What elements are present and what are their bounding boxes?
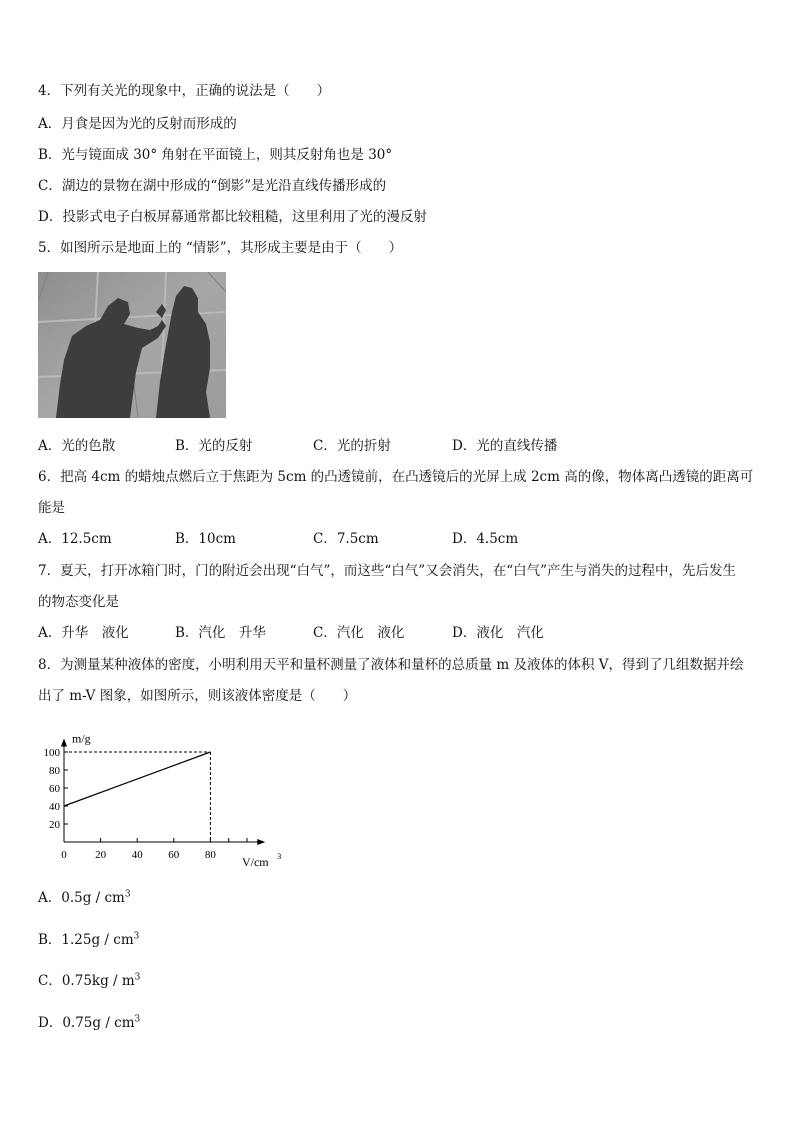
- q5-option-a: A．光的色散: [38, 438, 116, 454]
- q5-option-c: C．光的折射: [313, 438, 391, 454]
- q8-option-d-label: D．: [38, 1015, 63, 1031]
- x-axis-arrow: [257, 839, 265, 845]
- x-tick-label: 40: [131, 849, 143, 861]
- q7-option-d: D．液化 汽化: [452, 625, 544, 641]
- q8-option-a-label: A．: [38, 890, 62, 906]
- q7-stem-line1: 7．夏天，打开冰箱门时，门的附近会出现“白气”，而这些“白气”又会消失，在“白气”产生与消失的过程中，先后发生: [38, 563, 736, 579]
- y-axis-label: m/g: [72, 731, 91, 746]
- q8-stem-line2: 出了 m-V 图象，如图所示，则该液体密度是（ ）: [38, 688, 357, 704]
- q8-option-a-value: 0.5g / cm: [61, 890, 125, 906]
- q4-stem: 4．下列有关光的现象中，正确的说法是（ ）: [38, 83, 331, 99]
- series-line: [64, 752, 210, 806]
- q6-option-c: C．7.5cm: [313, 531, 379, 547]
- q8-option-c: [38, 972, 140, 990]
- q6-option-d: D．4.5cm: [452, 531, 519, 547]
- q8-option-b: [38, 931, 139, 949]
- q8-option-b-exp: 3: [133, 931, 140, 942]
- q8-option-c-value: 0.75kg / m: [61, 973, 135, 989]
- q6-stem-line1: 6．把高 4cm 的蜡烛点燃后立于焦距为 5cm 的凸透镜前，在凸透镜后的光屏上成 2cm 高的像，物体离凸透镜的距离可: [38, 469, 754, 485]
- q8-option-c-label: C．: [38, 973, 62, 989]
- q8-option-b-value: 1.25g / cm: [61, 932, 134, 948]
- x-tick-label: 0: [61, 849, 67, 861]
- y-tick-label: 20: [49, 819, 60, 831]
- q4-option-b: B．光与镜面成 30° 角射在平面镜上，则其反射角也是 30°: [38, 147, 393, 163]
- q5-option-b: B．光的反射: [175, 438, 253, 454]
- mv-graph: [36, 712, 306, 874]
- q4-option-d: D．投影式电子白板屏幕通常都比较粗糙，这里利用了光的漫反射: [38, 209, 427, 225]
- y-tick-label: 100: [43, 747, 60, 759]
- q8-option-d-value: 0.75g / cm: [62, 1015, 135, 1031]
- q4-option-c: C．湖边的景物在湖中形成的“倒影”是光沿直线传播形成的: [38, 178, 387, 194]
- q8-option-d-exp: 3: [134, 1014, 141, 1025]
- q6-stem-line2: 能是: [38, 500, 65, 516]
- q7-option-b: B．汽化 升华: [175, 625, 266, 641]
- y-axis-arrow: [61, 739, 67, 747]
- y-tick-label: 60: [49, 783, 60, 795]
- q6-option-b: B．10cm: [175, 531, 236, 547]
- x-axis-label: V/cm: [241, 855, 269, 869]
- x-tick-label: 60: [168, 849, 180, 861]
- q7-option-a: A．升华 液化: [38, 625, 129, 641]
- q4-option-a: A．月食是因为光的反射而形成的: [38, 116, 237, 132]
- x-tick-label: 20: [95, 849, 107, 861]
- q6-option-a: A．12.5cm: [38, 531, 112, 547]
- q8-option-b-label: B．: [38, 932, 62, 948]
- q8-option-c-exp: 3: [134, 972, 141, 983]
- q7-stem-line2: 的物态变化是: [38, 594, 119, 610]
- shadow-photo: [38, 272, 226, 418]
- q8-option-a: [38, 889, 131, 907]
- q8-stem-line1: 8．为测量某种液体的密度，小明利用天平和量杯测量了液体和量杯的总质量 m 及液体的体积 V，得到了几组数据并绘: [38, 657, 744, 673]
- x-tick-label: 80: [204, 849, 216, 861]
- q8-option-d: [38, 1014, 140, 1032]
- y-tick-label: 40: [49, 801, 60, 813]
- x-axis-label-exp: 3: [277, 852, 282, 861]
- q5-option-d: D．光的直线传播: [452, 438, 558, 454]
- q7-option-c: C．汽化 液化: [313, 625, 405, 641]
- q5-stem: 5．如图所示是地面上的 “情影”，其形成主要是由于（ ）: [38, 240, 403, 256]
- y-tick-label: 80: [49, 765, 60, 777]
- q8-option-a-exp: 3: [124, 889, 131, 900]
